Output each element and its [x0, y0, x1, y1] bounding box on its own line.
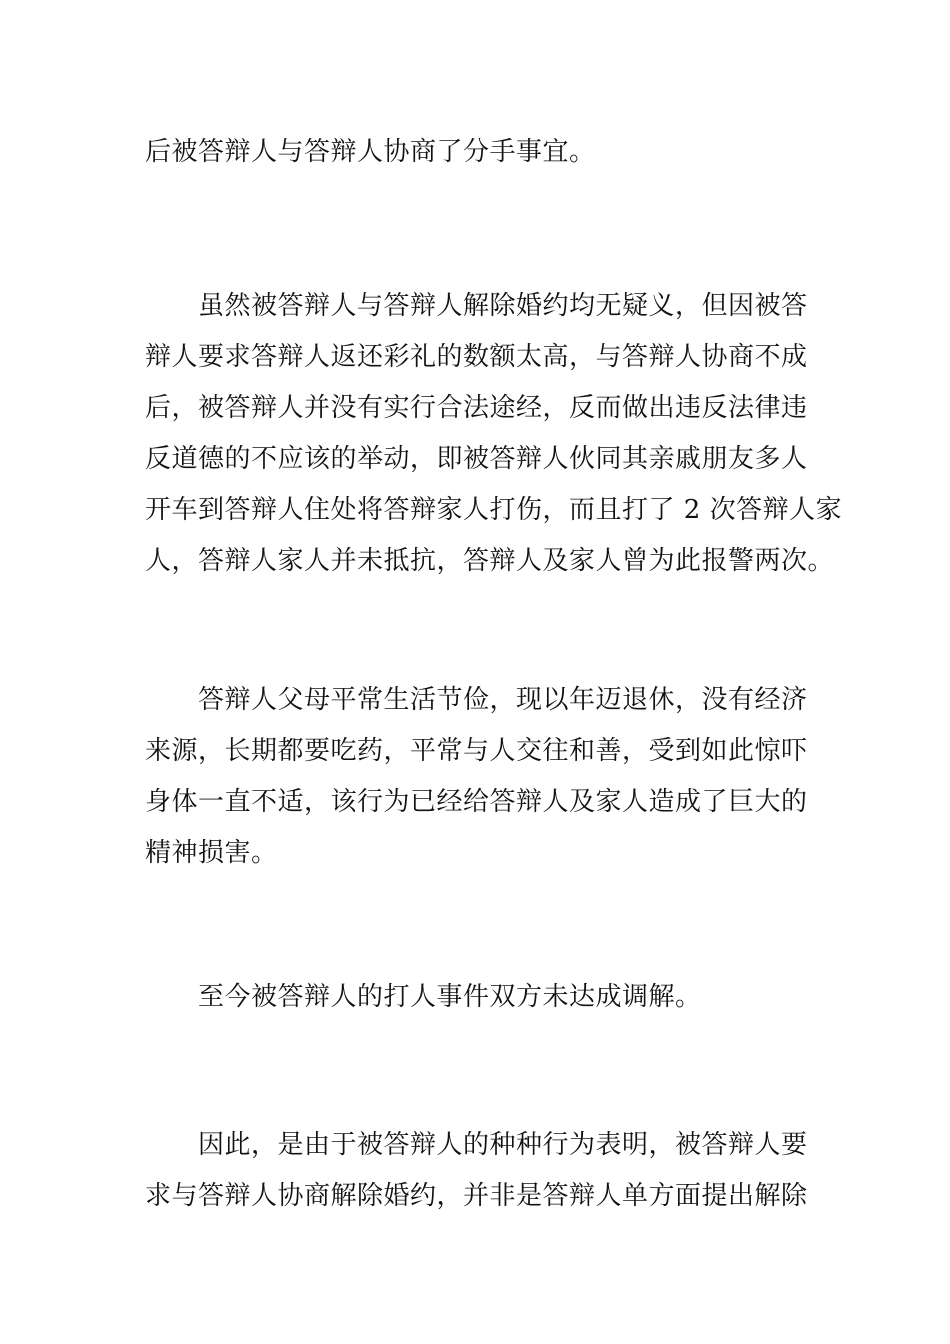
text-line: 反道德的不应该的举动，即被答辩人伙同其亲戚朋友多人	[145, 444, 808, 474]
text-line: 答辩人父母平常生活节俭，现以年迈退休，没有经济	[198, 685, 808, 715]
text-line: 开车到答辩人住处将答辩家人打伤，而且打了 2 次答辩人家	[145, 495, 843, 525]
text-line: 身体一直不适，该行为已经给答辩人及家人造成了巨大的	[145, 787, 808, 817]
text-line: 虽然被答辩人与答辩人解除婚约均无疑义，但因被答	[198, 291, 808, 321]
paragraph-parents-harm	[145, 675, 810, 879]
text-line: 至今被答辩人的打人事件双方未达成调解。	[198, 982, 702, 1012]
text-line: 辩人要求答辩人返还彩礼的数额太高，与答辩人协商不成	[145, 342, 808, 372]
paragraph-dispute-description	[145, 281, 843, 587]
text-line: 因此，是由于被答辩人的种种行为表明，被答辩人要	[198, 1130, 808, 1160]
text-line: 后被答辩人与答辩人协商了分手事宜。	[145, 137, 596, 167]
text-line: 精神损害。	[145, 838, 278, 868]
paragraph-no-mediation	[145, 972, 810, 1023]
paragraph-continuation	[145, 127, 810, 178]
text-line: 人，答辩人家人并未抵抗，答辩人及家人曾为此报警两次。	[145, 546, 835, 576]
text-line: 求与答辩人协商解除婚约，并非是答辩人单方面提出解除	[145, 1181, 808, 1211]
text-line: 来源，长期都要吃药，平常与人交往和善，受到如此惊吓	[145, 736, 808, 766]
paragraph-conclusion	[145, 1120, 810, 1222]
text-line: 后，被答辩人并没有实行合法途经，反而做出违反法律违	[145, 393, 808, 423]
